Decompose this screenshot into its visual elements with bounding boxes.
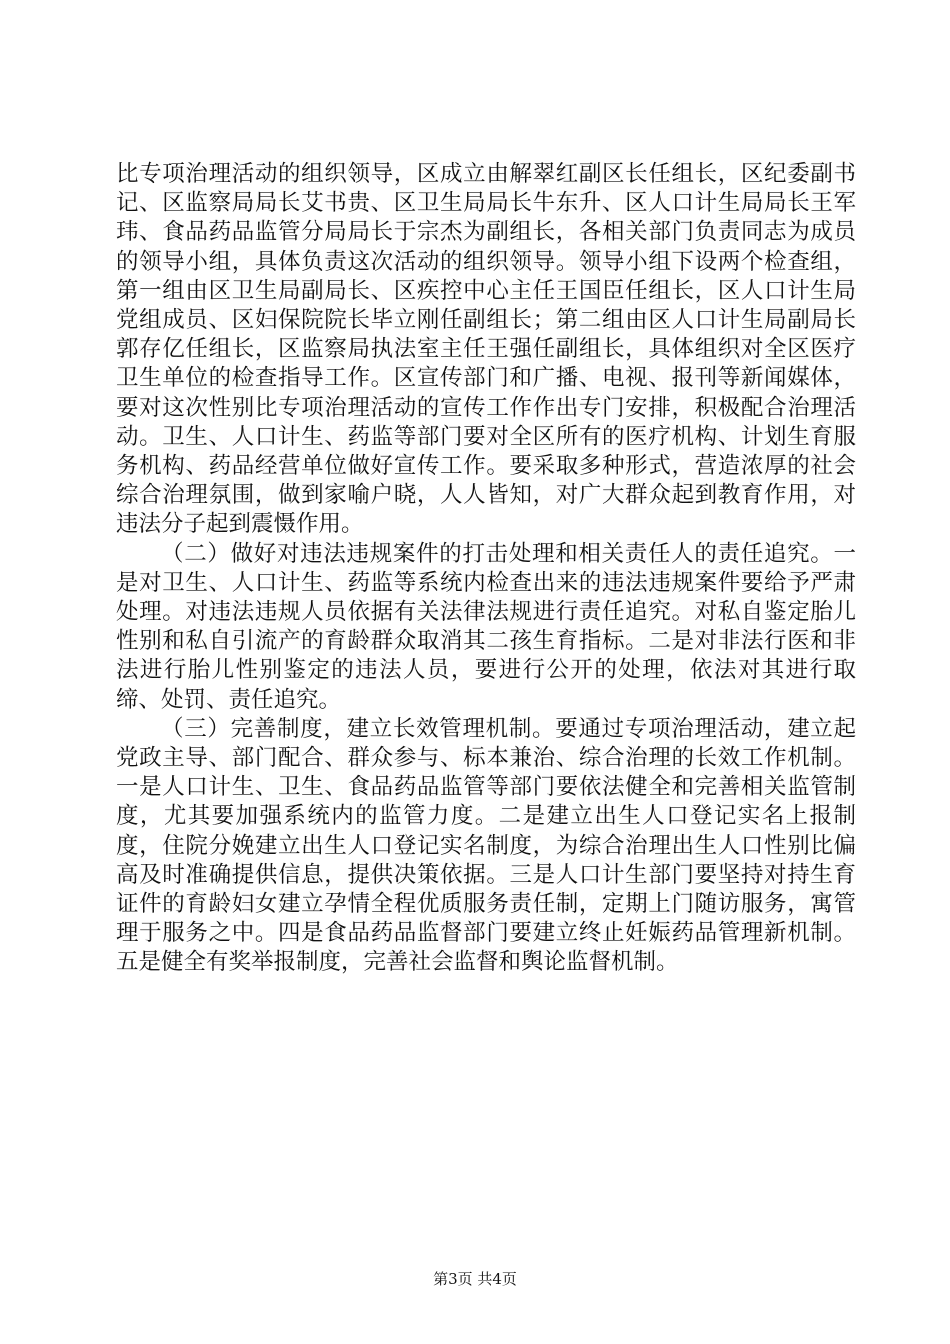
page-number-footer: 第3页 共4页 [433, 1270, 517, 1288]
paragraph-section-two: （二）做好对违法违规案件的打击处理和相关责任人的责任追究。一是对卫生、人口计生、药监等系统内检查出来的违法违规案件要给予严肃处理。对违法违规人员依据有关法律法规进行责任追究。对私自鉴定胎儿性别和私自引流产的育龄群众取消其二孩生育指标。二是对非法行医和非法进行胎儿性别鉴定的违法人员，要进行公开的处理，依法对其进行取缔、处罚、责任追究。 [116, 540, 856, 713]
paragraph-continuation: 比专项治理活动的组织领导，区成立由解翠红副区长任组长，区纪委副书记、区监察局局长艾书贵、区卫生局局长牛东升、区人口计生局局长王军玮、食品药品监管分局局长于宗杰为副组长，各相关部门负责同志为成员的领导小组，具体负责这次活动的组织领导。领导小组下设两个检查组，第一组由区卫生局副局长、区疾控中心主任王国臣任组长，区人口计生局党组成员、区妇保院院长毕立刚任副组长；第二组由区人口计生局副局长郭存亿任组长，区监察局执法室主任王强任副组长，具体组织对全区医疗卫生单位的检查指导工作。区宣传部门和广播、电视、报刊等新闻媒体，要对这次性别比专项治理活动的宣传工作作出专门安排，积极配合治理活动。卫生、人口计生、药监等部门要对全区所有的医疗机构、计划生育服务机构、药品经营单位做好宣传工作。要采取多种形式，营造浓厚的社会综合治理氛围，做到家喻户晓，人人皆知，对广大群众起到教育作用，对违法分子起到震慑作用。 [116, 161, 856, 538]
paragraph-section-three: （三）完善制度，建立长效管理机制。要通过专项治理活动，建立起党政主导、部门配合、群众参与、标本兼治、综合治理的长效工作机制。一是人口计生、卫生、食品药品监管等部门要依法健全和完善相关监管制度，尤其要加强系统内的监管力度。二是建立出生人口登记实名上报制度，住院分娩建立出生人口登记实名制度，为综合治理出生人口性别比偏高及时准确提供信息，提供决策依据。三是人口计生部门要坚持对持生育证件的育龄妇女建立孕情全程优质服务责任制，定期上门随访服务，寓管理于服务之中。四是食品药品监督部门要建立终止妊娠药品管理新机制。五是健全有奖举报制度，完善社会监督和舆论监督机制。 [116, 715, 856, 976]
document-body [116, 160, 856, 978]
